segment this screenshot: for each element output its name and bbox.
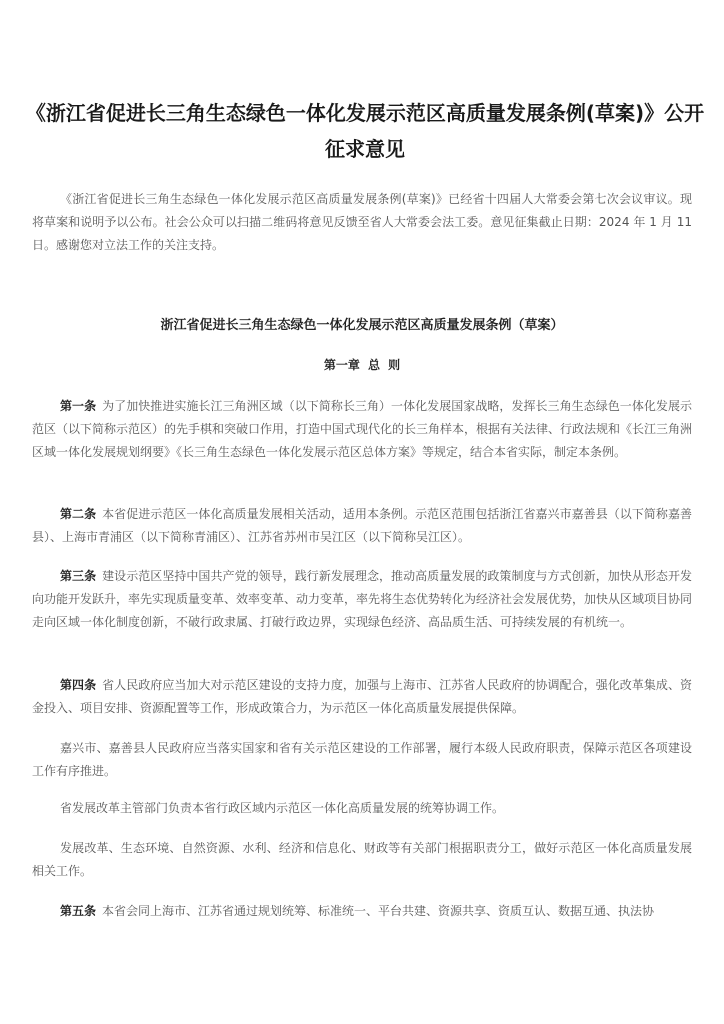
article-label: 第三条	[60, 569, 97, 583]
article-4-paragraph-2	[32, 737, 692, 783]
article-2	[32, 503, 692, 549]
article-4-paragraph-4	[32, 837, 692, 883]
article-label: 第五条	[60, 904, 97, 918]
page-title: 《浙江省促进长三角生态绿色一体化发展示范区高质量发展条例(草案)》公开征求意见	[25, 101, 705, 161]
article-4	[32, 674, 692, 720]
article-3	[32, 565, 692, 634]
article-4-paragraph-3	[32, 797, 692, 820]
article-text: 省发展改革主管部门负责本省行政区域内示范区一体化高质量发展的统筹协调工作。	[60, 801, 505, 815]
article-5	[32, 900, 692, 923]
article-text: 省人民政府应当加大对示范区建设的支持力度，加强与上海市、江苏省人民政府的协调配合，强化改革集成、资金投入、项目安排、资源配置等工作，形成政策合力，为示范区一体化高质量发展提供保障。	[32, 678, 692, 715]
article-text: 为了加快推进实施长江三角洲区域（以下简称长三角）一体化发展国家战略，发挥长三角生态绿色一体化发展示范区（以下简称示范区）的先手棋和突破口作用，打造中国式现代化的长三角样本，根据有关法律、行政法规和《长江三角洲区域一体化发展规划纲要》《长三角生态绿色一体化发展示范区总体方案》等规定，结合本省实际，制定本条例。	[32, 399, 693, 459]
article-text: 发展改革、生态环境、自然资源、水利、经济和信息化、财政等有关部门根据职责分工，做好示范区一体化高质量发展相关工作。	[32, 841, 692, 878]
chapter-heading: 第一章 总 则	[323, 358, 401, 372]
article-1	[32, 395, 692, 464]
article-text: 本省会同上海市、江苏省通过规划统筹、标准统一、平台共建、资源共享、资质互认、数据互通、执法协	[102, 904, 655, 918]
article-label: 第二条	[60, 507, 97, 521]
article-label: 第四条	[60, 678, 97, 692]
article-text: 嘉兴市、嘉善县人民政府应当落实国家和省有关示范区建设的工作部署，履行本级人民政府职责，保障示范区各项建设工作有序推进。	[32, 741, 692, 778]
intro-paragraph: 《浙江省促进长三角生态绿色一体化发展示范区高质量发展条例(草案)》已经省十四届人大常委会第七次会议审议。现将草案和说明予以公布。社会公众可以扫描二维码将意见反馈至省人大常委会法工委。意见征集截止日期：2024 年 1 月 11 日。感谢您对立法工作的关注支持。	[32, 192, 692, 252]
article-text: 本省促进示范区一体化高质量发展相关活动，适用本条例。示范区范围包括浙江省嘉兴市嘉善县（以下简称嘉善县）、上海市青浦区（以下简称青浦区）、江苏省苏州市吴江区（以下简称吴江区）。	[32, 507, 692, 544]
article-text: 建设示范区坚持中国共产党的领导，践行新发展理念，推动高质量发展的政策制度与方式创新，加快从形态开发向功能开发跃升，率先实现质量变革、效率变革、动力变革，率先将生态优势转化为经济社会发展优势，加快从区域项目协同走向区域一体化制度创新，不破行政隶属、打破行政边界，实现绿色经济、高品质生活、可持续发展的有机统一。	[32, 569, 693, 629]
law-title: 浙江省促进长三角生态绿色一体化发展示范区高质量发展条例（草案）	[160, 318, 564, 333]
article-label: 第一条	[60, 399, 97, 413]
